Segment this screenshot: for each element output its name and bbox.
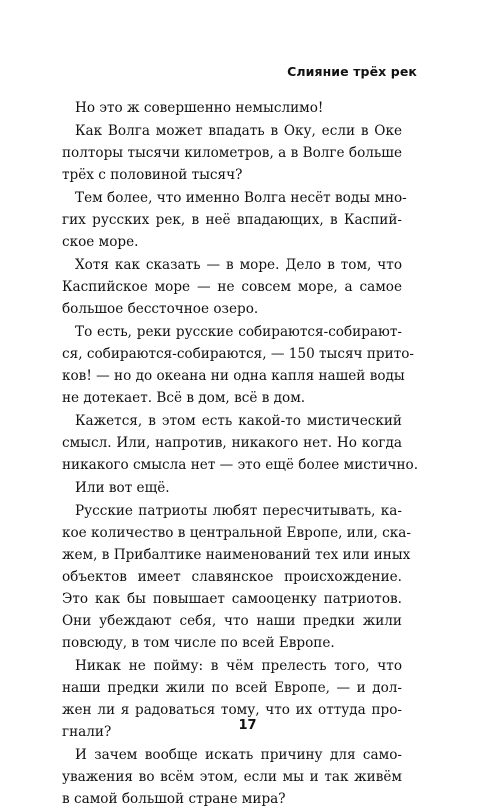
text-line: ков! — но до океана ни одна капля нашей воды	[62, 368, 405, 384]
text-line: Русские патриоты любят пересчитывать, ка-	[75, 503, 402, 519]
paragraph	[62, 321, 414, 409]
text-line: Они убеждают себя, что наши предки жили	[62, 613, 402, 629]
paragraph	[62, 254, 402, 320]
text-line: никакого смысла нет — это ещё более мистично.	[62, 457, 419, 473]
text-line: Тем более, что именно Волга несёт воды мно-	[75, 190, 407, 206]
text-line: ское море.	[62, 234, 139, 250]
text-line: То есть, реки русские собираются-собирают-	[75, 324, 402, 340]
text-line: ся, собираются-собираются, — 150 тысяч прито-	[62, 346, 414, 362]
paragraph	[62, 477, 402, 499]
paragraph	[62, 500, 411, 654]
paragraph	[62, 744, 402, 810]
paragraph	[62, 187, 407, 253]
text-line: не дотекает. Всё в дом, всё в дом.	[62, 390, 306, 406]
text-line: жен ли я радоваться тому, что их оттуда про-	[62, 702, 402, 718]
running-head: Слияние трёх рек	[287, 64, 417, 79]
text-line: гнали?	[62, 724, 112, 740]
text-line: повсюду, в том числе по всей Европе.	[62, 635, 335, 651]
text-line: смысл. Или, напротив, никакого нет. Но когда	[62, 435, 402, 451]
text-line: Как Волга может впадать в Оку, если в Оке	[75, 123, 402, 139]
text-line: Кажется, в этом есть какой-то мистический	[75, 413, 402, 429]
text-line: Но это ж совершенно немыслимо!	[75, 100, 324, 116]
text-line: Каспийское море — не совсем море, а самое	[62, 279, 402, 295]
text-line: полторы тысячи километров, а в Волге больше	[62, 145, 402, 161]
text-line: в самой большой стране мира?	[62, 791, 286, 807]
body-text	[62, 97, 419, 811]
text-line: объектов имеет славянское происхождение.	[62, 569, 402, 585]
text-line: Это как бы повышает самооценку патриотов.	[62, 591, 402, 607]
text-line: наши предки жили по всей Европе, — и дол-	[62, 680, 402, 696]
paragraph	[62, 410, 419, 476]
paragraph	[62, 120, 402, 186]
text-line: кое количество в центральной Европе, или, ска-	[62, 525, 411, 541]
text-line: большое бессточное озеро.	[62, 301, 259, 317]
text-line: Хотя как сказать — в море. Дело в том, что	[75, 257, 402, 273]
paragraph	[62, 97, 402, 119]
text-line: жем, в Прибалтике наименований тех или иных	[62, 547, 411, 563]
text-line: гих русских рек, в неё впадающих, в Каспий-	[62, 212, 402, 228]
text-line: Или вот ещё.	[75, 480, 170, 496]
text-line: И зачем вообще искать причину для само-	[75, 747, 402, 763]
text-line: Никак не пойму: в чём прелесть того, что	[75, 658, 402, 674]
text-line: уважения во всём этом, если мы и так живём	[62, 769, 402, 785]
page-number: 17	[238, 718, 257, 733]
text-line: трёх с половиной тысяч?	[62, 167, 243, 183]
